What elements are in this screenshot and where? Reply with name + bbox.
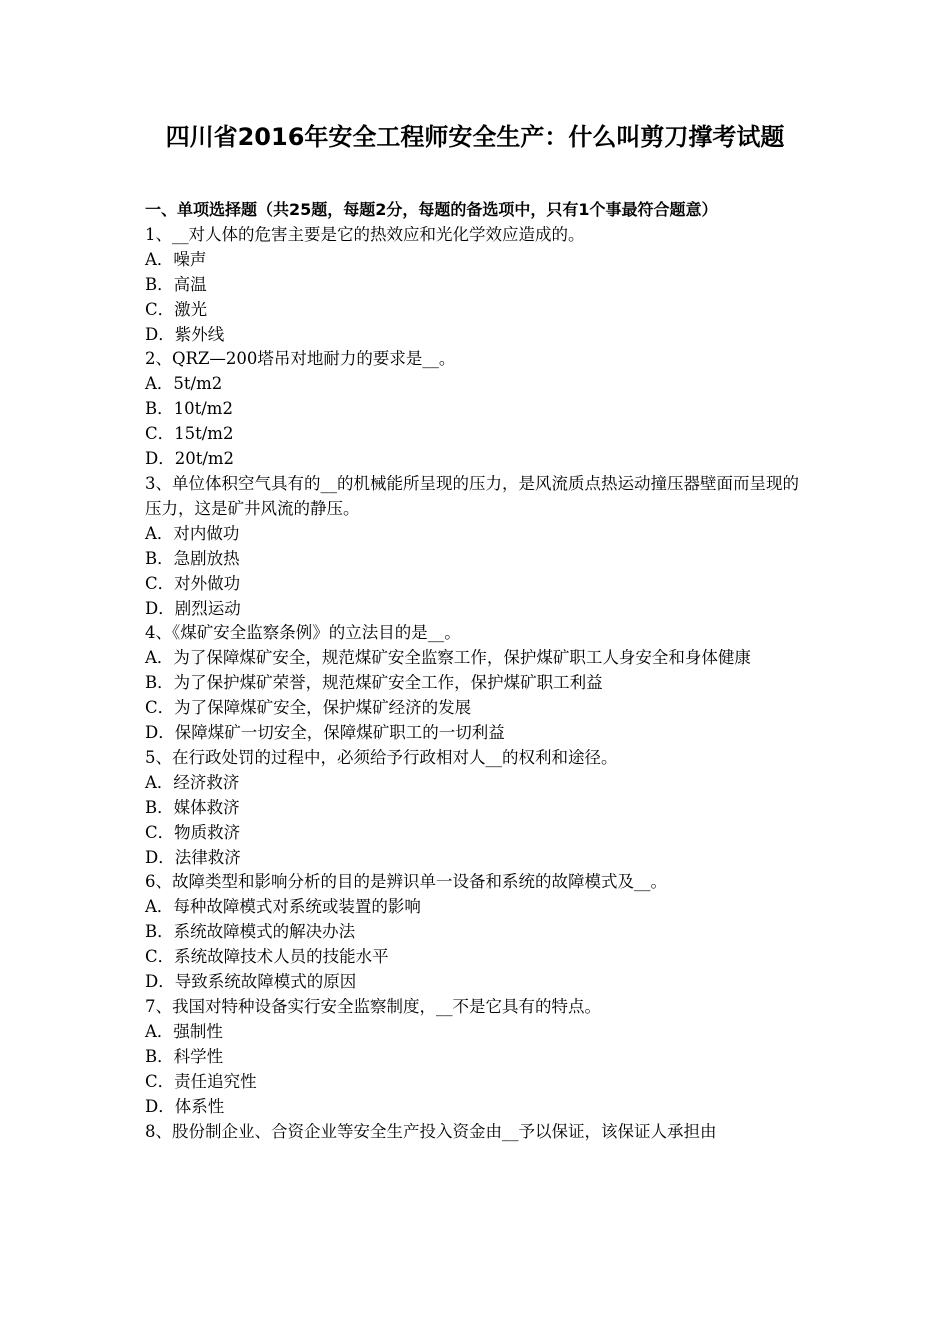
question-stem: 2、QRZ—200塔吊对地耐力的要求是__。 (145, 349, 456, 369)
answer-option: D．体系性 (145, 1096, 225, 1116)
question-stem: 7、我国对特种设备实行安全监察制度，__不是它具有的特点。 (145, 997, 601, 1016)
question-stem: 8、股份制企业、合资企业等安全生产投入资金由__予以保证，该保证人承担由 (145, 1121, 717, 1141)
question-item (145, 1120, 810, 1145)
question-stem: 5、在行政处罚的过程中，必须给予行政相对人__的权利和途径。 (145, 747, 618, 767)
question-item (145, 621, 810, 746)
answer-option: A．经济救济 (145, 772, 240, 792)
answer-option: B．10t/m2 (145, 399, 233, 419)
answer-option: C．物质救济 (145, 822, 241, 842)
answer-option: B．系统故障模式的解决办法 (145, 922, 356, 942)
question-stem: 4、《煤矿安全监察条例》的立法目的是__。 (145, 623, 461, 643)
document-body (145, 198, 810, 1144)
answer-option: C．责任追究性 (145, 1071, 257, 1091)
question-item (145, 223, 810, 348)
question-item (145, 746, 810, 871)
answer-option: D．法律救济 (145, 847, 241, 867)
answer-option: C．15t/m2 (145, 424, 234, 444)
answer-option: D．紫外线 (145, 324, 225, 344)
answer-option: C．激光 (145, 299, 208, 319)
answer-option: D．20t/m2 (145, 449, 235, 469)
answer-option: C．为了保障煤矿安全，保护煤矿经济的发展 (145, 698, 472, 718)
answer-option: A．5t/m2 (145, 374, 223, 394)
question-stem: 1、__对人体的危害主要是它的热效应和光化学效应造成的。 (145, 224, 585, 244)
section-heading: 一、单项选择题（共25题，每题2分，每题的备选项中，只有1个事最符合题意） (145, 200, 718, 219)
question-list (145, 223, 810, 1145)
question-item (145, 870, 810, 995)
answer-option: D．保障煤矿一切安全，保障煤矿职工的一切利益 (145, 723, 505, 743)
answer-option: A．对内做功 (145, 523, 240, 543)
question-item (145, 472, 810, 621)
answer-option: C．系统故障技术人员的技能水平 (145, 947, 389, 967)
question-stem: 6、故障类型和影响分析的目的是辨识单一设备和系统的故障模式及__。 (145, 872, 667, 892)
question-stem: 3、单位体积空气具有的__的机械能所呈现的压力，是风流质点热运动撞压器壁面而呈现的压力，这是矿井风流的静压。 (145, 473, 799, 518)
answer-option: D．剧烈运动 (145, 598, 241, 618)
answer-option: A．每种故障模式对系统或装置的影响 (145, 897, 421, 917)
answer-option: B．媒体救济 (145, 797, 240, 817)
question-item (145, 995, 810, 1120)
answer-option: B．急剧放热 (145, 548, 240, 568)
answer-option: C．对外做功 (145, 573, 241, 593)
answer-option: B．为了保护煤矿荣誉，规范煤矿安全工作，保护煤矿职工利益 (145, 673, 603, 693)
answer-option: B．科学性 (145, 1046, 224, 1066)
answer-option: A．强制性 (145, 1021, 223, 1041)
answer-option: A．为了保障煤矿安全，规范煤矿安全监察工作，保护煤矿职工人身安全和身体健康 (145, 648, 751, 668)
answer-option: A．噪声 (145, 249, 207, 269)
question-item (145, 347, 810, 472)
answer-option: B．高温 (145, 274, 207, 294)
answer-option: D．导致系统故障模式的原因 (145, 972, 357, 992)
document-title: 四川省2016年安全工程师安全生产：什么叫剪刀撑考试题 (165, 123, 785, 151)
